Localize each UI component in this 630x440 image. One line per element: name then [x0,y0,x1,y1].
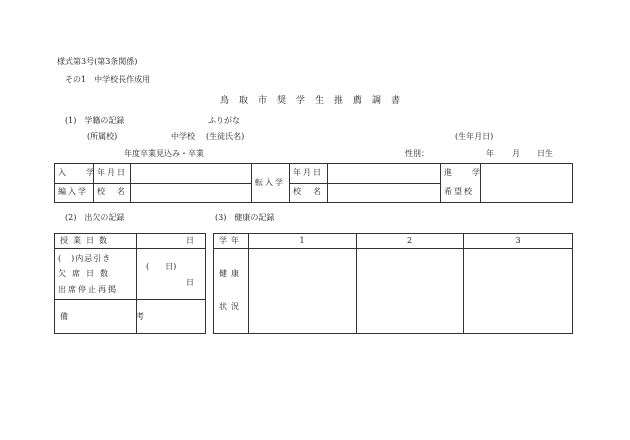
gender-label: 性別： [405,149,429,158]
section2-heading: (2) 出欠の記録 [65,213,125,222]
enroll-date-label: 年月日 [97,168,127,177]
birth-month-unit: 月 [512,149,520,158]
grade-2-header: 2 [406,236,413,245]
enroll-label: 入 学 [58,168,100,177]
document-title: 鳥取市奨学生推薦調書 [219,96,410,106]
transfer-in-label: 編入学 [58,187,88,196]
grade-3-header: 3 [515,236,521,245]
remarks-label: 備 考 [60,312,174,321]
birth-label: (生年月日) [455,132,494,141]
form-number: 様式第3号(第3条関係) [57,57,138,66]
transfer-date-label: 年月日 [293,168,323,177]
breakdown-label: ( )内忌引き [58,254,112,263]
transfer-label: 転入学 [255,178,285,187]
class-days-label: 授業日数 [60,236,112,245]
school-suffix: 中学校 [171,132,195,141]
grade-1-header: 1 [299,236,305,245]
absence-days-label: 欠席日数 [58,269,114,278]
health-label-2: 状況 [219,302,243,311]
absence-paren-days: ( 日) [146,262,177,271]
birth-day-unit: 日生 [537,149,553,158]
form-variant: その1 中学校長作成用 [65,75,151,84]
furigana-label: ふりがな [208,116,240,125]
transfer-school-label: 校 名 [293,187,323,196]
health-label-1: 健康 [219,269,243,278]
enroll-school-label: 校 名 [97,187,127,196]
grade-label: 学年 [219,236,243,245]
student-name-label: (生徒氏名) [206,132,245,141]
progress-label: 進 学 [444,168,486,177]
suspension-label: 出席停止再掲 [58,285,118,294]
school-label: (所属校) [87,132,118,141]
graduation-label: 年度卒業見込み・卒業 [124,149,204,158]
hope-school-label: 希望校 [444,187,474,196]
section1-heading: (1) 学籍の記録 [65,116,125,125]
absence-days-unit: 日 [186,278,194,287]
class-days-unit: 日 [186,236,194,245]
section3-heading: (3) 健康の記録 [215,213,275,222]
birth-year-unit: 年 [486,149,494,158]
